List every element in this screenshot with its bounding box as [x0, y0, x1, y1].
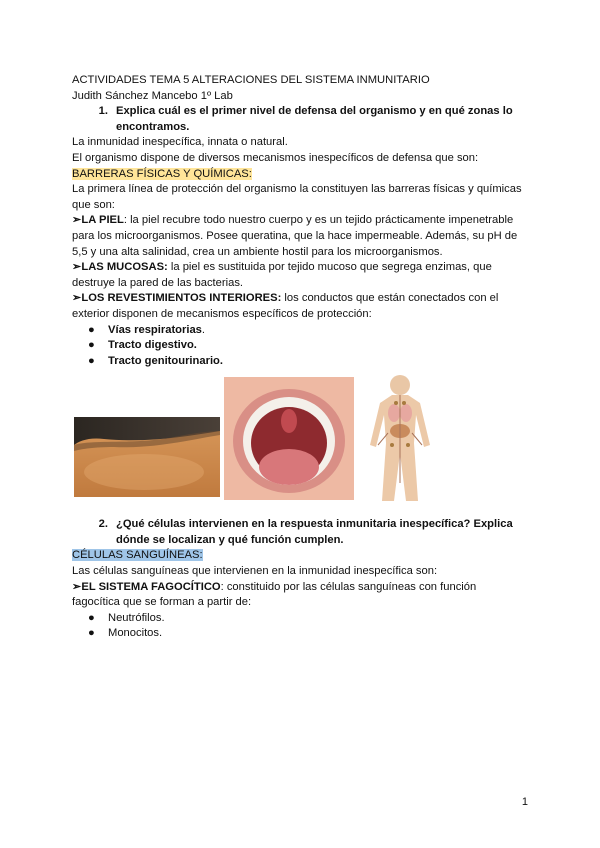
list-item	[72, 626, 528, 642]
page-number: 1	[521, 796, 528, 808]
list-item-text: Vías respiratorias	[108, 323, 202, 336]
piel-label: LA PIEL	[81, 214, 124, 227]
mucosas-label: LAS MUCOSAS:	[81, 261, 168, 274]
q1-section-heading: BARRERAS FÍSICAS Y QUÍMICAS:	[72, 167, 252, 180]
piel-text-a: : la piel recubre todo nuestro cuerpo y es un tejido prácticamente impenetrable	[123, 214, 514, 227]
revestimientos-item	[72, 291, 528, 307]
bullet-icon: ●	[88, 627, 95, 640]
list-item	[72, 611, 528, 627]
fagocitico-text-b: fagocítica que se forman a partir de:	[72, 596, 252, 609]
q1-paragraph-3b: que son:	[72, 198, 115, 211]
mouth-image	[224, 377, 354, 500]
bullet-icon: ●	[88, 354, 95, 367]
q1-paragraph-2: El organismo dispone de diversos mecanismos inespecíficos de defensa que son:	[72, 151, 479, 164]
mucosas-item	[72, 260, 528, 276]
revestimientos-text-b: exterior disponen de mecanismos específicos de protección:	[72, 307, 372, 320]
document-content	[72, 73, 528, 642]
document-title: ACTIVIDADES TEMA 5 ALTERACIONES DEL SISTEMA INMUNITARIO	[72, 74, 430, 86]
question-1-number: 1.	[98, 105, 108, 118]
list-item	[72, 338, 528, 354]
fagocitico-item	[72, 580, 528, 596]
question-1	[72, 104, 528, 135]
q1-paragraph-1: La inmunidad inespecífica, innata o natural.	[72, 136, 288, 149]
arrow-bullet-icon: ➢	[72, 214, 82, 227]
piel-item	[72, 213, 528, 229]
mucosas-text-a: la piel es sustituida por tejido mucoso que segrega enzimas, que	[167, 261, 492, 274]
mucosas-text-b: destruye la pared de las bacterias.	[72, 276, 244, 289]
question-2-number: 2.	[98, 518, 108, 531]
list-item-text: Tracto digestivo.	[108, 339, 197, 352]
anatomy-image	[358, 373, 442, 501]
revestimientos-text-a: los conductos que están conectados con el	[281, 292, 499, 305]
question-2	[72, 517, 528, 548]
q1-paragraph-3a: La primera línea de protección del organismo la constituyen las barreras físicas y químicas	[72, 183, 522, 196]
arrow-bullet-icon: ➢	[72, 261, 82, 274]
list-item	[72, 354, 528, 370]
arrow-bullet-icon: ➢	[72, 292, 82, 305]
list-item-text: Neutrófilos.	[108, 611, 165, 624]
list-item-text: Monocitos.	[108, 627, 163, 640]
revestimientos-label: LOS REVESTIMIENTOS INTERIORES:	[81, 292, 282, 305]
bullet-icon: ●	[88, 611, 95, 624]
question-2-line-2: dónde se localizan y qué función cumplen.	[116, 533, 344, 546]
piel-text-c: 5,5 y una alta salinidad, crea un ambiente hostil para los microorganismos.	[72, 245, 443, 258]
fagocitico-label: EL SISTEMA FAGOCÍTICO	[81, 580, 221, 593]
list-item-text: Tracto genitourinario.	[108, 354, 223, 367]
image-row	[72, 377, 528, 507]
list-item	[72, 323, 528, 339]
q2-section-heading: CÉLULAS SANGUÍNEAS:	[72, 549, 203, 562]
piel-text-b: para los microorganismos. Posee queratina, que la hace impermeable. Además, su pH de	[72, 229, 518, 242]
arrow-bullet-icon: ➢	[72, 580, 82, 593]
skin-image	[74, 417, 220, 497]
question-2-line-1: ¿Qué células intervienen en la respuesta inmunitaria inespecífica? Explica	[116, 518, 513, 531]
question-1-line-2: encontramos.	[116, 120, 190, 133]
question-1-line-1: Explica cuál es el primer nivel de defensa del organismo y en qué zonas lo	[116, 105, 513, 118]
bullet-icon: ●	[88, 323, 95, 336]
fagocitico-text-a: : constituido por las células sanguíneas con función	[220, 580, 477, 593]
author-line: Judith Sánchez Mancebo 1º Lab	[72, 89, 233, 102]
bullet-icon: ●	[88, 339, 95, 352]
q2-paragraph-1: Las células sanguíneas que intervienen en la inmunidad inespecífica son:	[72, 565, 438, 578]
list-item-tail: .	[201, 323, 206, 336]
